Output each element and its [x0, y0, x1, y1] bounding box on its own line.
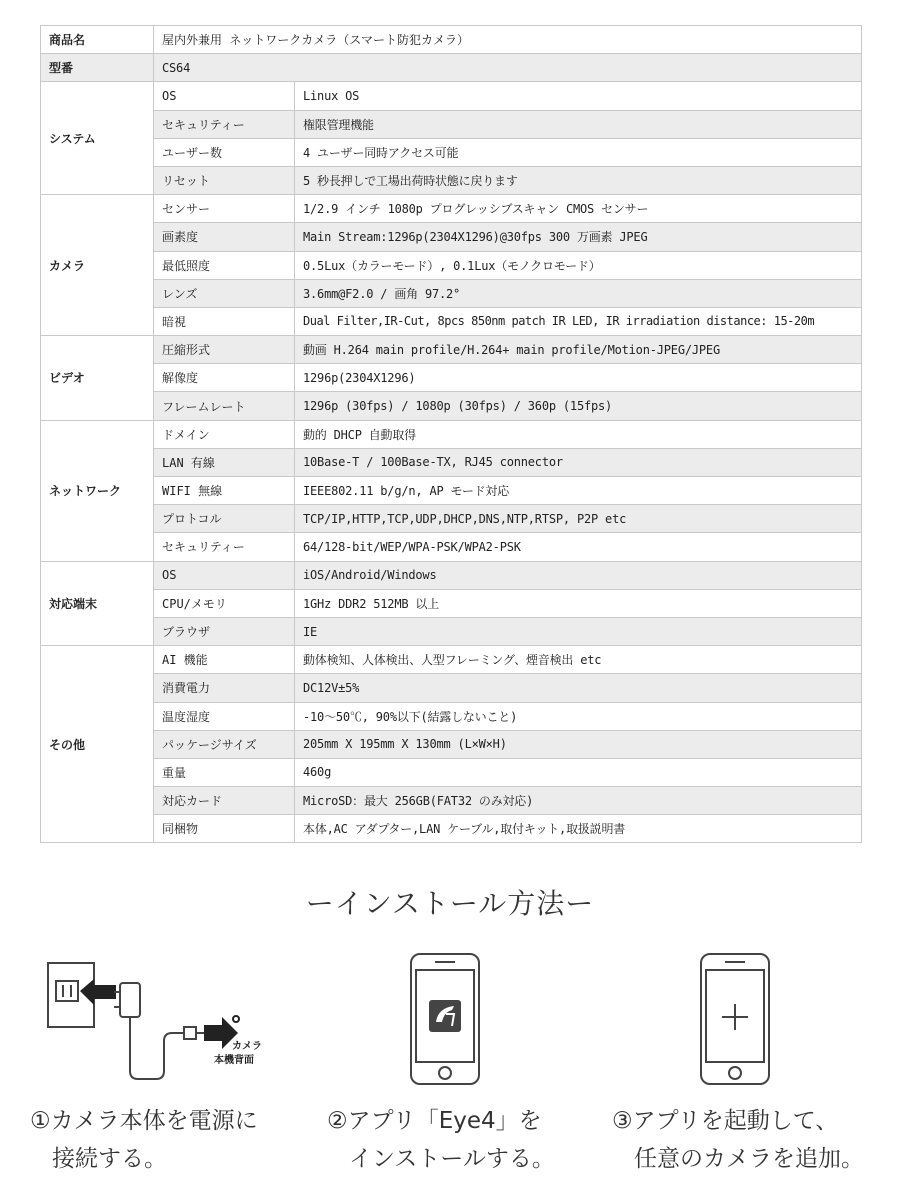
spec-value: IEEE802.11 b/g/n, AP モード対応 [295, 477, 862, 505]
step-1-caption [30, 1102, 258, 1178]
spec-subcategory: ドメイン [154, 420, 295, 448]
spec-row [41, 166, 862, 194]
spec-row [41, 279, 862, 307]
spec-row [41, 758, 862, 786]
spec-row [41, 617, 862, 645]
spec-row [41, 533, 862, 561]
smartphone-add-icon [698, 952, 772, 1086]
spec-value: Main Stream:1296p(2304X1296)@30fps 300 万画素 JPEG [295, 223, 862, 251]
spec-subcategory: パッケージサイズ [154, 730, 295, 758]
spec-row [41, 674, 862, 702]
spec-row-product-name [41, 26, 862, 54]
spec-row [41, 195, 862, 223]
spec-value: 権限管理機能 [295, 110, 862, 138]
spec-row [41, 815, 862, 843]
install-title: ーインストール方法ー [305, 887, 595, 920]
spec-subcategory: CPU/メモリ [154, 589, 295, 617]
spec-row [41, 420, 862, 448]
spec-value: 1/2.9 インチ 1080p プログレッシブスキャン CMOS センサー [295, 195, 862, 223]
spec-row [41, 702, 862, 730]
spec-value: 動的 DHCP 自動取得 [295, 420, 862, 448]
spec-row [41, 448, 862, 476]
spec-value: 屋内外兼用 ネットワークカメラ（スマート防犯カメラ） [154, 26, 862, 54]
spec-value: -10～50℃, 90%以下(結露しないこと) [295, 702, 862, 730]
spec-value: 64/128-bit/WEP/WPA-PSK/WPA2-PSK [295, 533, 862, 561]
smartphone-app-icon [408, 952, 482, 1086]
spec-row [41, 787, 862, 815]
spec-subcategory: セキュリティー [154, 110, 295, 138]
spec-subcategory: OS [154, 561, 295, 589]
spec-subcategory: ブラウザ [154, 617, 295, 645]
spec-category: ビデオ [41, 336, 154, 421]
spec-row [41, 505, 862, 533]
spec-value: 1296p(2304X1296) [295, 364, 862, 392]
spec-subcategory: LAN 有線 [154, 448, 295, 476]
step-2-caption [327, 1102, 555, 1178]
spec-row [41, 110, 862, 138]
spec-value: 205mm X 195mm X 130mm (L×W×H) [295, 730, 862, 758]
spec-subcategory: プロトコル [154, 505, 295, 533]
spec-subcategory: 同梱物 [154, 815, 295, 843]
spec-value: 1GHz DDR2 512MB 以上 [295, 589, 862, 617]
spec-subcategory: WIFI 無線 [154, 477, 295, 505]
spec-row [41, 364, 862, 392]
spec-value: 動画 H.264 main profile/H.264+ main profile/Motion-JPEG/JPEG [295, 336, 862, 364]
spec-row [41, 477, 862, 505]
spec-row [41, 336, 862, 364]
spec-category: 対応端末 [41, 561, 154, 646]
spec-category: システム [41, 82, 154, 195]
spec-value: 0.5Lux（カラーモード）, 0.1Lux（モノクロモード） [295, 251, 862, 279]
spec-subcategory: センサー [154, 195, 295, 223]
camera-label: カメラ [232, 1041, 262, 1052]
spec-value: CS64 [154, 54, 862, 82]
spec-value: IE [295, 617, 862, 645]
spec-value: 4 ユーザー同時アクセス可能 [295, 138, 862, 166]
spec-category: その他 [41, 646, 154, 843]
spec-subcategory: 対応カード [154, 787, 295, 815]
spec-value: 本体,AC アダプター,LAN ケーブル,取付キット,取扱説明書 [295, 815, 862, 843]
spec-subcategory: 消費電力 [154, 674, 295, 702]
step-2-line-2: インストールする。 [349, 1146, 555, 1172]
spec-row [41, 589, 862, 617]
spec-row-model [41, 54, 862, 82]
spec-row [41, 561, 862, 589]
spec-value: TCP/IP,HTTP,TCP,UDP,DHCP,DNS,NTP,RTSP, P2P etc [295, 505, 862, 533]
spec-subcategory: ユーザー数 [154, 138, 295, 166]
spec-row [41, 646, 862, 674]
spec-subcategory: OS [154, 82, 295, 110]
spec-value: DC12V±5% [295, 674, 862, 702]
spec-subcategory: 重量 [154, 758, 295, 786]
spec-value: iOS/Android/Windows [295, 561, 862, 589]
spec-table [40, 25, 862, 843]
spec-subcategory: レンズ [154, 279, 295, 307]
spec-row [41, 730, 862, 758]
spec-subcategory: 解像度 [154, 364, 295, 392]
spec-value: MicroSD：最大 256GB(FAT32 のみ対応) [295, 787, 862, 815]
spec-category: 商品名 [41, 26, 154, 54]
wall-outlet-icon [44, 955, 284, 1087]
spec-row [41, 82, 862, 110]
spec-subcategory: リセット [154, 166, 295, 194]
step-1-line-2: 接続する。 [52, 1146, 167, 1172]
spec-subcategory: 圧縮形式 [154, 336, 295, 364]
step-3-line-1: ③アプリを起動して、 [612, 1108, 839, 1134]
spec-value: 10Base-T / 100Base-TX, RJ45 connector [295, 448, 862, 476]
step-3-line-2: 任意のカメラを追加。 [634, 1146, 864, 1172]
spec-category: ネットワーク [41, 420, 154, 561]
arrow-left-icon [80, 979, 116, 1005]
spec-row [41, 392, 862, 420]
spec-subcategory: AI 機能 [154, 646, 295, 674]
spec-value: 動体検知、人体検出、人型フレーミング、煙音検出 etc [295, 646, 862, 674]
spec-subcategory: 温度湿度 [154, 702, 295, 730]
step-3-caption [612, 1102, 864, 1178]
spec-value: Dual Filter,IR-Cut, 8pcs 850nm patch IR LED, IR irradiation distance: 15-20m [295, 307, 862, 335]
spec-subcategory: 最低照度 [154, 251, 295, 279]
spec-category: 型番 [41, 54, 154, 82]
power-adapter-icon [114, 983, 204, 1079]
spec-row [41, 251, 862, 279]
spec-subcategory: 画素度 [154, 223, 295, 251]
spec-subcategory: 暗視 [154, 307, 295, 335]
spec-row [41, 138, 862, 166]
step-2-line-1: ②アプリ「Eye4」を [327, 1108, 542, 1134]
spec-value: 1296p (30fps) / 1080p (30fps) / 360p (15fps) [295, 392, 862, 420]
camera-back-label: 本機背面 [214, 1055, 254, 1066]
spec-row [41, 307, 862, 335]
spec-subcategory: フレームレート [154, 392, 295, 420]
spec-value: Linux OS [295, 82, 862, 110]
spec-value: 3.6mm@F2.0 / 画角 97.2° [295, 279, 862, 307]
spec-subcategory: セキュリティー [154, 533, 295, 561]
spec-category: カメラ [41, 195, 154, 336]
step-1-line-1: ①カメラ本体を電源に [30, 1108, 258, 1134]
spec-row [41, 223, 862, 251]
spec-value: 460g [295, 758, 862, 786]
spec-value: 5 秒長押しで工場出荷時状態に戻ります [295, 166, 862, 194]
